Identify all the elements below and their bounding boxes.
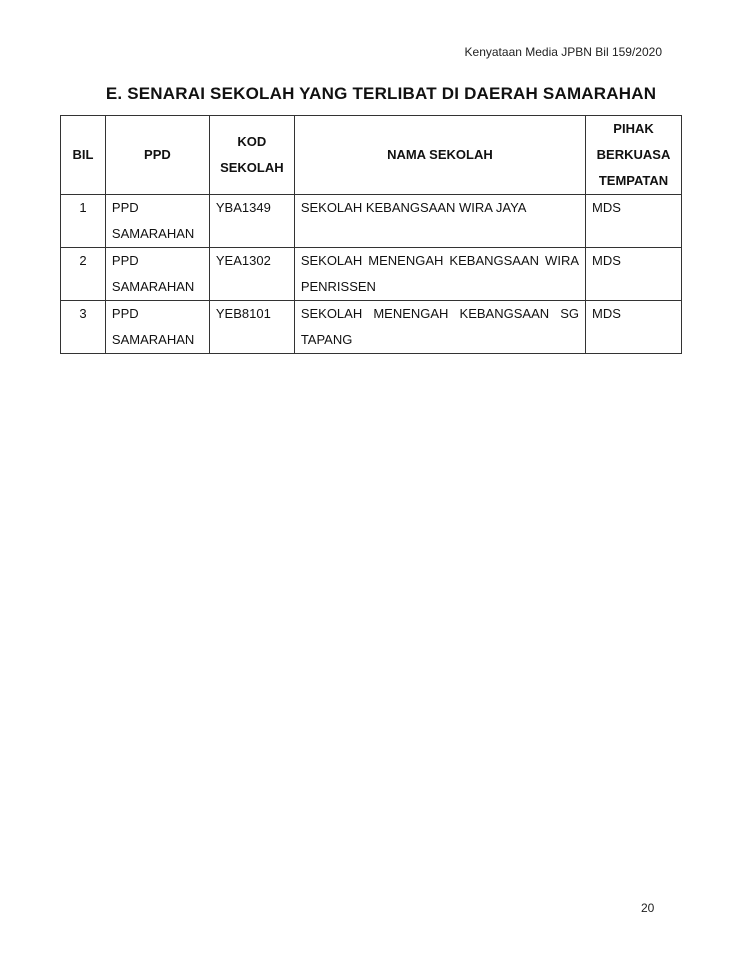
- cell-bil: 1: [61, 195, 106, 248]
- cell-ppd: PPD SAMARAHAN: [105, 301, 209, 354]
- cell-pbt: MDS: [586, 248, 682, 301]
- table-row: [61, 301, 682, 354]
- page-number: 20: [641, 901, 655, 915]
- cell-kod: YBA1349: [209, 195, 294, 248]
- school-table: [60, 115, 682, 354]
- cell-nama-sekolah: SEKOLAH MENENGAH KEBANGSAAN SG TAPANG: [294, 301, 585, 354]
- table-header-row: [61, 116, 682, 195]
- header-pihak-berkuasa: PIHAK BERKUASA TEMPATAN: [586, 116, 682, 195]
- cell-pbt: MDS: [586, 195, 682, 248]
- header-bil: BIL: [61, 116, 106, 195]
- cell-nama-sekolah: SEKOLAH KEBANGSAAN WIRA JAYA: [294, 195, 585, 248]
- cell-kod: YEB8101: [209, 301, 294, 354]
- header-ppd: PPD: [105, 116, 209, 195]
- cell-nama-sekolah: SEKOLAH MENENGAH KEBANGSAAN WIRA PENRISSEN: [294, 248, 585, 301]
- cell-pbt: MDS: [586, 301, 682, 354]
- header-reference: Kenyataan Media JPBN Bil 159/2020: [464, 45, 662, 59]
- table-row: [61, 195, 682, 248]
- cell-ppd: PPD SAMARAHAN: [105, 195, 209, 248]
- header-nama-sekolah: NAMA SEKOLAH: [294, 116, 585, 195]
- page-title: E. SENARAI SEKOLAH YANG TERLIBAT DI DAERAH SAMARAHAN: [105, 84, 657, 103]
- cell-ppd: PPD SAMARAHAN: [105, 248, 209, 301]
- cell-bil: 3: [61, 301, 106, 354]
- cell-bil: 2: [61, 248, 106, 301]
- header-kod-sekolah: KOD SEKOLAH: [209, 116, 294, 195]
- cell-kod: YEA1302: [209, 248, 294, 301]
- table-row: [61, 248, 682, 301]
